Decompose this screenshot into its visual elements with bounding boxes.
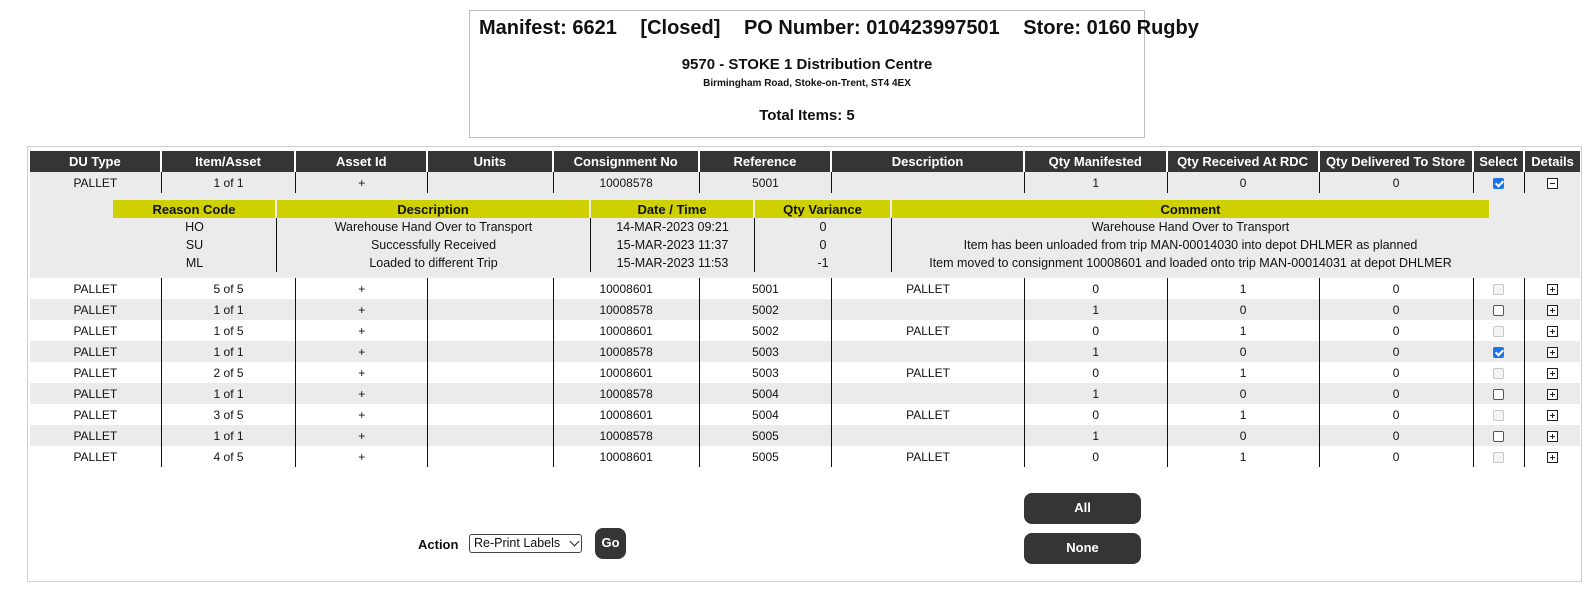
qty-rdc-cell: 1: [1168, 278, 1320, 299]
reason-datetime: 15-MAR-2023 11:37: [591, 236, 755, 254]
qty-manifested-cell: 0: [1025, 320, 1168, 341]
units-cell: [428, 172, 554, 193]
details-cell: [1525, 278, 1580, 299]
expand-plus-icon[interactable]: [1547, 368, 1558, 379]
asset-id-link[interactable]: +: [296, 299, 428, 320]
asset-id-link[interactable]: +: [296, 425, 428, 446]
qty-manifested-cell: 1: [1025, 341, 1168, 362]
description-cell: [832, 425, 1024, 446]
reason-datetime: 14-MAR-2023 09:21: [591, 218, 755, 236]
go-button[interactable]: Go: [595, 528, 626, 559]
po-number: PO Number: 010423997501: [743, 17, 1000, 39]
qty-rdc-cell: 1: [1168, 362, 1320, 383]
select-checkbox[interactable]: [1493, 389, 1504, 400]
column-header-units[interactable]: Units: [428, 151, 554, 172]
expand-plus-icon[interactable]: [1547, 305, 1558, 316]
description-cell: PALLET: [832, 278, 1024, 299]
column-header-description[interactable]: Description: [832, 151, 1024, 172]
qty-rdc-cell: 0: [1168, 299, 1320, 320]
consignment-cell: 10008601: [554, 320, 700, 341]
select-cell: [1474, 320, 1526, 341]
total-items: Total Items: 5: [759, 107, 855, 124]
reference-cell: 5002: [700, 299, 833, 320]
table-row: [30, 299, 1580, 320]
du-type-cell: PALLET: [30, 446, 162, 467]
consignment-cell: 10008601: [554, 362, 700, 383]
select-cell: [1474, 446, 1526, 467]
column-header-qty-delivered-store[interactable]: Qty Delivered To Store: [1320, 151, 1474, 172]
reason-row: [113, 254, 1489, 272]
reference-cell: 5001: [700, 172, 833, 193]
column-header-details: Details: [1525, 151, 1580, 172]
qty-store-cell: 0: [1320, 404, 1474, 425]
qty-manifested-cell: 1: [1025, 425, 1168, 446]
consignment-cell: 10008601: [554, 278, 700, 299]
reason-description: Loaded to different Trip: [277, 254, 591, 272]
qty-store-cell: 0: [1320, 425, 1474, 446]
column-header-item-asset[interactable]: Item/Asset: [162, 151, 297, 172]
du-type-cell: PALLET: [30, 404, 162, 425]
reference-cell: 5004: [700, 383, 833, 404]
qty-store-cell: 0: [1320, 172, 1474, 193]
reason-comment: Item has been unloaded from trip MAN-00014030 into depot DHLMER as planned: [892, 236, 1489, 254]
du-type-cell: PALLET: [30, 425, 162, 446]
item-asset-cell: 1 of 1: [162, 341, 297, 362]
du-type-cell: PALLET: [30, 320, 162, 341]
asset-id-link[interactable]: +: [296, 172, 428, 193]
qty-rdc-cell: 1: [1168, 446, 1320, 467]
column-header-qty-manifested[interactable]: Qty Manifested: [1025, 151, 1168, 172]
asset-id-link[interactable]: +: [296, 341, 428, 362]
details-cell: [1525, 383, 1580, 404]
select-cell: [1474, 362, 1526, 383]
details-cell: [1525, 341, 1580, 362]
reason-code: SU: [113, 236, 277, 254]
description-cell: PALLET: [832, 404, 1024, 425]
reason-description: Warehouse Hand Over to Transport: [277, 218, 591, 236]
item-asset-cell: 1 of 1: [162, 299, 297, 320]
distribution-centre-address: Birmingham Road, Stoke-on-Trent, ST4 4EX: [703, 78, 911, 89]
table-row: [30, 425, 1580, 446]
details-cell: [1525, 446, 1580, 467]
reason-description: Successfully Received: [277, 236, 591, 254]
distribution-centre-name: 9570 - STOKE 1 Distribution Centre: [681, 56, 933, 73]
reason-datetime: 15-MAR-2023 11:53: [591, 254, 755, 272]
table-row: [30, 278, 1580, 299]
item-asset-cell: 3 of 5: [162, 404, 297, 425]
consignment-cell: 10008578: [554, 341, 700, 362]
units-cell: [428, 425, 554, 446]
consignment-cell: 10008578: [554, 383, 700, 404]
row-details-container: [30, 193, 1580, 278]
expand-plus-icon[interactable]: [1547, 431, 1558, 442]
select-cell: [1474, 278, 1526, 299]
details-cell: [1525, 172, 1580, 193]
table-row: [30, 404, 1580, 425]
qty-rdc-cell: 0: [1168, 341, 1320, 362]
chevron-down-icon: [570, 537, 580, 547]
qty-manifested-cell: 1: [1025, 299, 1168, 320]
reason-variance: 0: [755, 218, 892, 236]
details-cell: [1525, 362, 1580, 383]
asset-id-link[interactable]: +: [296, 404, 428, 425]
table-row: [30, 320, 1580, 341]
manifest-number: Manifest: 6621: [479, 17, 617, 39]
select-cell: [1474, 341, 1526, 362]
qty-rdc-cell: 0: [1168, 383, 1320, 404]
description-cell: PALLET: [832, 362, 1024, 383]
item-asset-cell: 2 of 5: [162, 362, 297, 383]
units-cell: [428, 446, 554, 467]
row-details-expansion: [30, 193, 1580, 278]
table-header-row: [30, 151, 1580, 172]
consignment-cell: 10008578: [554, 172, 700, 193]
expand-plus-icon[interactable]: [1547, 452, 1558, 463]
reference-cell: 5003: [700, 362, 833, 383]
select-cell: [1474, 299, 1526, 320]
select-cell: [1474, 404, 1526, 425]
reason-header-datetime: Date / Time: [591, 200, 755, 218]
item-asset-cell: 5 of 5: [162, 278, 297, 299]
column-header-qty-received-rdc[interactable]: Qty Received At RDC: [1168, 151, 1320, 172]
units-cell: [428, 320, 554, 341]
item-asset-cell: 4 of 5: [162, 446, 297, 467]
qty-manifested-cell: 0: [1025, 362, 1168, 383]
details-cell: [1525, 299, 1580, 320]
du-type-cell: PALLET: [30, 172, 162, 193]
manifest-items-table: [30, 151, 1580, 467]
reason-row: [113, 218, 1489, 236]
description-cell: [832, 383, 1024, 404]
reason-code-table: [113, 200, 1489, 272]
collapse-minus-icon[interactable]: [1547, 178, 1558, 189]
reference-cell: 5004: [700, 404, 833, 425]
units-cell: [428, 362, 554, 383]
item-asset-cell: 1 of 1: [162, 383, 297, 404]
select-checkbox: [1493, 284, 1504, 295]
manifest-items-panel: [27, 146, 1582, 582]
reason-comment: Warehouse Hand Over to Transport: [892, 218, 1489, 236]
reference-cell: 5003: [700, 341, 833, 362]
asset-id-link[interactable]: +: [296, 320, 428, 341]
consignment-cell: 10008578: [554, 299, 700, 320]
reason-header-variance: Qty Variance: [755, 200, 892, 218]
table-row: [30, 341, 1580, 362]
description-cell: [832, 172, 1024, 193]
expand-plus-icon[interactable]: [1547, 389, 1558, 400]
details-cell: [1525, 425, 1580, 446]
table-row: [30, 446, 1580, 467]
column-header-consignment-no[interactable]: Consignment No: [554, 151, 700, 172]
reason-variance: 0: [755, 236, 892, 254]
reason-code: HO: [113, 218, 277, 236]
units-cell: [428, 404, 554, 425]
qty-store-cell: 0: [1320, 320, 1474, 341]
select-checkbox[interactable]: [1493, 178, 1504, 189]
qty-store-cell: 0: [1320, 383, 1474, 404]
details-cell: [1525, 320, 1580, 341]
qty-manifested-cell: 0: [1025, 446, 1168, 467]
units-cell: [428, 278, 554, 299]
expand-plus-icon[interactable]: [1547, 326, 1558, 337]
units-cell: [428, 341, 554, 362]
table-row: [30, 362, 1580, 383]
select-checkbox: [1493, 452, 1504, 463]
action-label: Action: [418, 537, 459, 552]
qty-rdc-cell: 0: [1168, 172, 1320, 193]
consignment-cell: 10008601: [554, 404, 700, 425]
select-cell: [1474, 425, 1526, 446]
select-checkbox: [1493, 410, 1504, 421]
asset-id-link[interactable]: +: [296, 446, 428, 467]
select-cell: [1474, 383, 1526, 404]
select-checkbox[interactable]: [1493, 305, 1504, 316]
table-row: [30, 172, 1580, 193]
asset-id-link[interactable]: +: [296, 362, 428, 383]
description-cell: PALLET: [832, 446, 1024, 467]
table-row: [30, 383, 1580, 404]
qty-rdc-cell: 1: [1168, 404, 1320, 425]
description-cell: [832, 299, 1024, 320]
item-asset-cell: 1 of 1: [162, 172, 297, 193]
column-header-reference[interactable]: Reference: [700, 151, 833, 172]
du-type-cell: PALLET: [30, 341, 162, 362]
qty-store-cell: 0: [1320, 362, 1474, 383]
store-name: Store: 0160 Rugby: [1023, 17, 1199, 39]
qty-manifested-cell: 1: [1025, 383, 1168, 404]
item-asset-cell: 1 of 1: [162, 425, 297, 446]
qty-rdc-cell: 0: [1168, 425, 1320, 446]
consignment-cell: 10008601: [554, 446, 700, 467]
qty-store-cell: 0: [1320, 278, 1474, 299]
column-header-du-type[interactable]: DU Type: [30, 151, 162, 172]
qty-store-cell: 0: [1320, 446, 1474, 467]
qty-store-cell: 0: [1320, 299, 1474, 320]
du-type-cell: PALLET: [30, 278, 162, 299]
asset-id-link[interactable]: +: [296, 278, 428, 299]
details-cell: [1525, 404, 1580, 425]
select-cell: [1474, 172, 1526, 193]
column-header-asset-id[interactable]: Asset Id: [296, 151, 428, 172]
du-type-cell: PALLET: [30, 383, 162, 404]
qty-manifested-cell: 1: [1025, 172, 1168, 193]
manifest-header: [469, 10, 1199, 138]
reference-cell: 5001: [700, 278, 833, 299]
action-select[interactable]: [469, 534, 582, 553]
column-header-select: Select: [1474, 151, 1526, 172]
reason-header-code: Reason Code: [113, 200, 277, 218]
units-cell: [428, 383, 554, 404]
description-cell: [832, 341, 1024, 362]
du-type-cell: PALLET: [30, 299, 162, 320]
select-none-button[interactable]: None: [1024, 533, 1141, 564]
qty-store-cell: 0: [1320, 341, 1474, 362]
select-checkbox: [1493, 326, 1504, 337]
reason-code: ML: [113, 254, 277, 272]
manifest-status: [Closed]: [640, 17, 721, 39]
reason-header-description: Description: [277, 200, 591, 218]
expand-plus-icon[interactable]: [1547, 284, 1558, 295]
description-cell: PALLET: [832, 320, 1024, 341]
action-select-value: Re-Print Labels: [474, 536, 561, 550]
reference-cell: 5005: [700, 425, 833, 446]
select-checkbox[interactable]: [1493, 347, 1504, 358]
reason-header-comment: Comment: [892, 200, 1489, 218]
qty-rdc-cell: 1: [1168, 320, 1320, 341]
expand-plus-icon[interactable]: [1547, 347, 1558, 358]
qty-manifested-cell: 0: [1025, 404, 1168, 425]
expand-plus-icon[interactable]: [1547, 410, 1558, 421]
reference-cell: 5002: [700, 320, 833, 341]
units-cell: [428, 299, 554, 320]
asset-id-link[interactable]: +: [296, 383, 428, 404]
select-checkbox[interactable]: [1493, 431, 1504, 442]
manifest-summary-line: [470, 17, 1199, 40]
reference-cell: 5005: [700, 446, 833, 467]
select-all-button[interactable]: All: [1024, 493, 1141, 524]
du-type-cell: PALLET: [30, 362, 162, 383]
reason-comment: Item moved to consignment 10008601 and loaded onto trip MAN-00014031 at depot DHLMER: [892, 254, 1489, 272]
select-checkbox: [1493, 368, 1504, 379]
reason-variance: -1: [755, 254, 892, 272]
qty-manifested-cell: 0: [1025, 278, 1168, 299]
reason-header-row: [113, 200, 1489, 218]
item-asset-cell: 1 of 5: [162, 320, 297, 341]
reason-row: [113, 236, 1489, 254]
consignment-cell: 10008578: [554, 425, 700, 446]
